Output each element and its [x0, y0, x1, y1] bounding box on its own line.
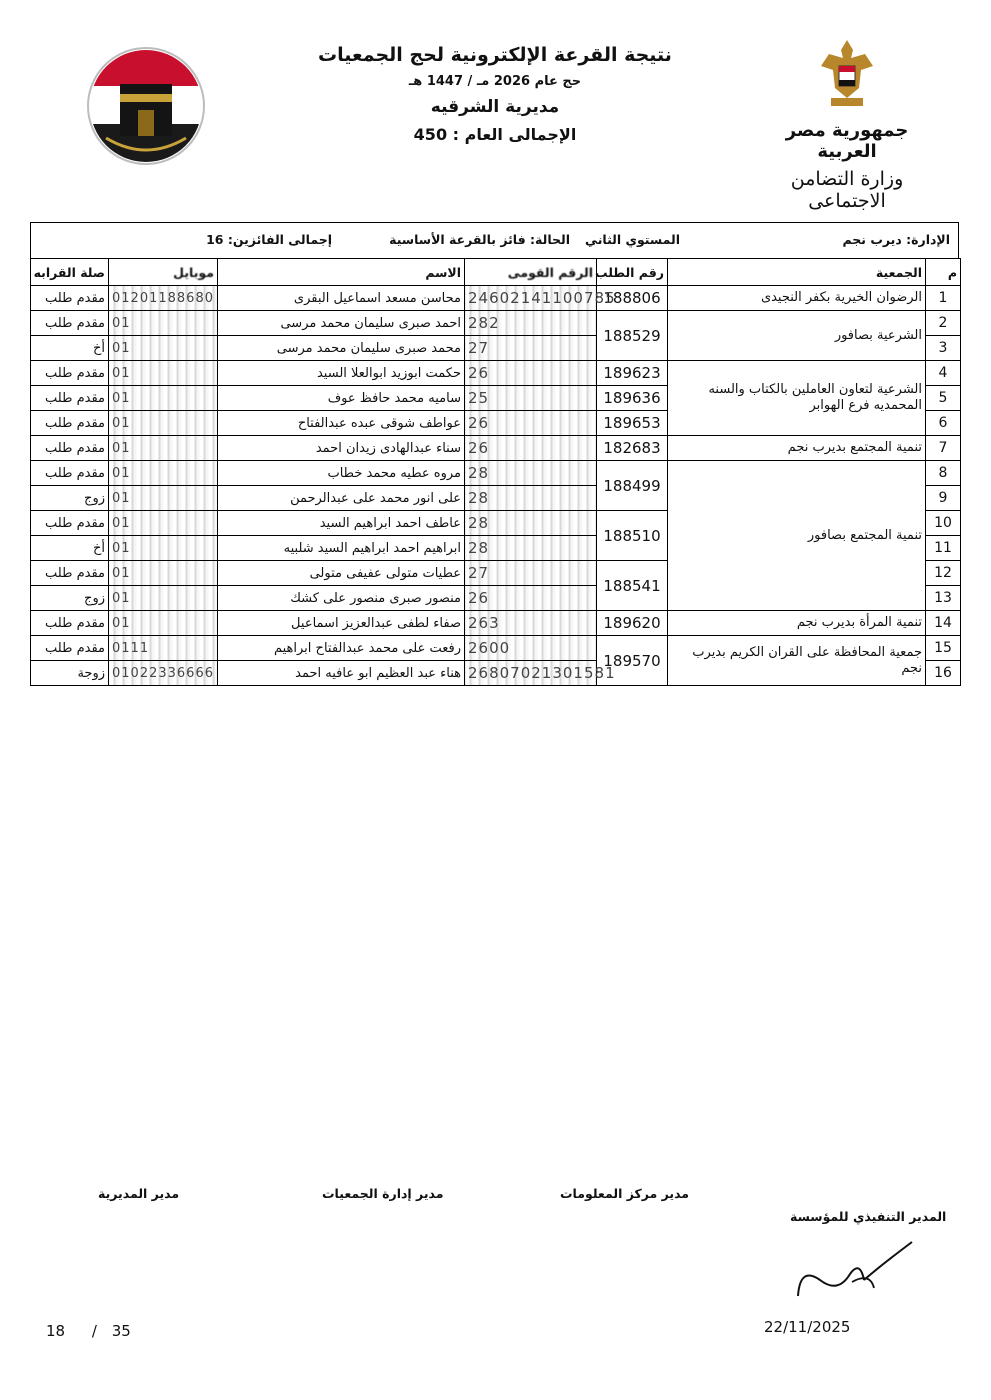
association-cell: جمعية المحافظة على القران الكريم بديرب نجم: [668, 636, 926, 686]
table-row: [31, 461, 961, 486]
association-cell: الشرعية لتعاون العاملين بالكتاب والسنه المحمديه فرع الهوابر: [668, 361, 926, 436]
name-cell: على انور محمد على عبدالرحمن: [218, 486, 465, 511]
relation-cell: مقدم طلب: [31, 436, 109, 461]
relation-cell: مقدم طلب: [31, 636, 109, 661]
mobile-cell: 01: [109, 336, 218, 361]
row-num: 12: [926, 561, 961, 586]
col-header-num: م: [926, 259, 961, 286]
mobile-cell: 01: [109, 536, 218, 561]
request-no-cell: 188541: [597, 561, 668, 611]
request-no-cell: 188529: [597, 311, 668, 361]
directorate-name: مديرية الشرقيه: [430, 97, 560, 117]
mobile-cell: 0111: [109, 636, 218, 661]
sig-associations: مدير إدارة الجمعيات: [322, 1186, 444, 1201]
national-id-cell: 26: [465, 411, 597, 436]
row-num: 10: [926, 511, 961, 536]
national-id-cell: 282: [465, 311, 597, 336]
national-id-cell: 26: [465, 361, 597, 386]
national-id-cell: 26: [465, 586, 597, 611]
row-num: 14: [926, 611, 961, 636]
row-num: 8: [926, 461, 961, 486]
request-no-cell: 189623: [597, 361, 668, 386]
name-cell: هناء عبد العظيم ابو عافيه احمد: [218, 661, 465, 686]
page-number: [46, 1322, 131, 1340]
col-header-name: الاسم: [218, 259, 465, 286]
mobile-cell: 01: [109, 586, 218, 611]
relation-cell: مقدم طلب: [31, 286, 109, 311]
name-cell: عاطف احمد ابراهيم السيد: [218, 511, 465, 536]
mobile-cell: 01: [109, 511, 218, 536]
mobile-cell: 01: [109, 486, 218, 511]
overall-total: الإجمالى العام : 450: [413, 125, 577, 144]
national-id-cell: 2600: [465, 636, 597, 661]
name-cell: سناء عبدالهادى زيدان احمد: [218, 436, 465, 461]
row-num: 11: [926, 536, 961, 561]
row-num: 5: [926, 386, 961, 411]
page-current: 18: [46, 1322, 66, 1340]
eagle-icon: [817, 36, 877, 112]
sig-directorate: مدير المديرية: [98, 1186, 180, 1201]
relation-cell: أخ: [31, 336, 109, 361]
col-header-national-id: الرقم القومى: [465, 259, 597, 286]
col-header-request-no: رقم الطلب: [597, 259, 668, 286]
table-row: [31, 311, 961, 336]
relation-cell: مقدم طلب: [31, 361, 109, 386]
winners-total-label: إجمالى الفائزين: 16: [206, 232, 332, 247]
relation-cell: زوج: [31, 486, 109, 511]
name-cell: صفاء لطفى عبدالعزيز اسماعيل: [218, 611, 465, 636]
ministry-hajj-logo: [86, 34, 206, 178]
row-num: 13: [926, 586, 961, 611]
document-header: [300, 40, 690, 144]
mobile-cell: 01: [109, 436, 218, 461]
relation-cell: مقدم طلب: [31, 511, 109, 536]
page-separator: /: [91, 1322, 97, 1340]
request-no-cell: 189570: [597, 636, 668, 686]
request-no-cell: 182683: [597, 436, 668, 461]
row-num: 7: [926, 436, 961, 461]
association-cell: الرضوان الخيرية بكفر النجيدى: [668, 286, 926, 311]
mobile-cell: 01: [109, 561, 218, 586]
national-id-cell: 28: [465, 461, 597, 486]
name-cell: ساميه محمد حافظ عوف: [218, 386, 465, 411]
hajj-year: حج عام 2026 مـ / 1447 هـ: [408, 74, 582, 89]
name-cell: ابراهيم احمد ابراهيم السيد شلبيه: [218, 536, 465, 561]
request-no-cell: 189636: [597, 386, 668, 411]
relation-cell: مقدم طلب: [31, 386, 109, 411]
national-id-cell: 25: [465, 386, 597, 411]
relation-cell: مقدم طلب: [31, 561, 109, 586]
national-id-cell: 27: [465, 561, 597, 586]
row-num: 2: [926, 311, 961, 336]
request-no-cell: 189620: [597, 611, 668, 636]
relation-cell: مقدم طلب: [31, 311, 109, 336]
administration-label: الإدارة: ديرب نجم: [842, 232, 950, 247]
row-num: 9: [926, 486, 961, 511]
winners-table: [30, 258, 961, 686]
association-cell: تنمية المجتمع بديرب نجم: [668, 436, 926, 461]
row-num: 16: [926, 661, 961, 686]
level-label: المستوي الثاني: [585, 232, 680, 247]
name-cell: احمد صبرى سليمان محمد مرسى: [218, 311, 465, 336]
mobile-cell: 01022336666: [109, 661, 218, 686]
mobile-cell: 01: [109, 461, 218, 486]
table-row: [31, 436, 961, 461]
row-num: 1: [926, 286, 961, 311]
row-num: 15: [926, 636, 961, 661]
status-label: الحالة: فائز بالقرعة الأساسية: [389, 232, 570, 247]
republic-name: جمهورية مصر العربية: [785, 120, 909, 162]
table-row: [31, 611, 961, 636]
relation-cell: زوجة: [31, 661, 109, 686]
name-cell: عطيات متولى عفيفى متولى: [218, 561, 465, 586]
mobile-cell: 01201188680: [109, 286, 218, 311]
sig-info-center: مدير مركز المعلومات: [560, 1186, 690, 1201]
ministry-name: وزارة التضامن الاجتماعى: [790, 168, 904, 212]
name-cell: عواطف شوقى عبده عبدالفتاح: [218, 411, 465, 436]
mobile-cell: 01: [109, 361, 218, 386]
relation-cell: مقدم طلب: [31, 611, 109, 636]
sig-exec-director: المدير التنفيذي للمؤسسة: [790, 1209, 947, 1224]
page-total: 35: [111, 1322, 131, 1340]
relation-cell: زوج: [31, 586, 109, 611]
relation-cell: مقدم طلب: [31, 461, 109, 486]
association-cell: تنمية المجتمع بصافور: [668, 461, 926, 611]
national-id-cell: 263: [465, 611, 597, 636]
row-num: 4: [926, 361, 961, 386]
row-num: 6: [926, 411, 961, 436]
document-title: نتيجة القرعة الإلكترونية لحج الجمعيات: [318, 44, 672, 66]
mobile-cell: 01: [109, 311, 218, 336]
col-header-association: الجمعية: [668, 259, 926, 286]
handwritten-signature: [790, 1236, 920, 1308]
national-id-cell: 27: [465, 336, 597, 361]
request-no-cell: 188510: [597, 511, 668, 561]
name-cell: مروه عطيه محمد خطاب: [218, 461, 465, 486]
relation-cell: أخ: [31, 536, 109, 561]
national-id-cell: 26: [465, 436, 597, 461]
print-date: 22/11/2025: [764, 1318, 851, 1336]
table-row: [31, 361, 961, 386]
national-id-cell: 28: [465, 536, 597, 561]
name-cell: محمد صبرى سليمان محمد مرسى: [218, 336, 465, 361]
col-header-mobile: موبايل: [109, 259, 218, 286]
request-no-cell: 188499: [597, 461, 668, 511]
egypt-ministry-logo: [762, 36, 932, 212]
info-bar: [30, 222, 959, 258]
association-cell: تنمية المرأة بديرب نجم: [668, 611, 926, 636]
national-id-cell: 28: [465, 486, 597, 511]
request-no-cell: 188806: [597, 286, 668, 311]
col-header-relation: صلة القرابه: [31, 259, 109, 286]
table-row: [31, 636, 961, 661]
name-cell: حكمت ابوزيد ابوالعلا السيد: [218, 361, 465, 386]
table-header-row: [31, 259, 961, 286]
name-cell: محاسن مسعد اسماعيل البقرى: [218, 286, 465, 311]
mobile-cell: 01: [109, 411, 218, 436]
request-no-cell: 189653: [597, 411, 668, 436]
mobile-cell: 01: [109, 611, 218, 636]
national-id-cell: 26807021301581: [465, 661, 597, 686]
national-id-cell: 28: [465, 511, 597, 536]
name-cell: رفعت على محمد عبدالفتاح ابراهيم: [218, 636, 465, 661]
association-cell: الشرعية بصافور: [668, 311, 926, 361]
table-row: [31, 286, 961, 311]
name-cell: منصور صبرى منصور على كشك: [218, 586, 465, 611]
relation-cell: مقدم طلب: [31, 411, 109, 436]
row-num: 3: [926, 336, 961, 361]
national-id-cell: 24602141100785: [465, 286, 597, 311]
mobile-cell: 01: [109, 386, 218, 411]
